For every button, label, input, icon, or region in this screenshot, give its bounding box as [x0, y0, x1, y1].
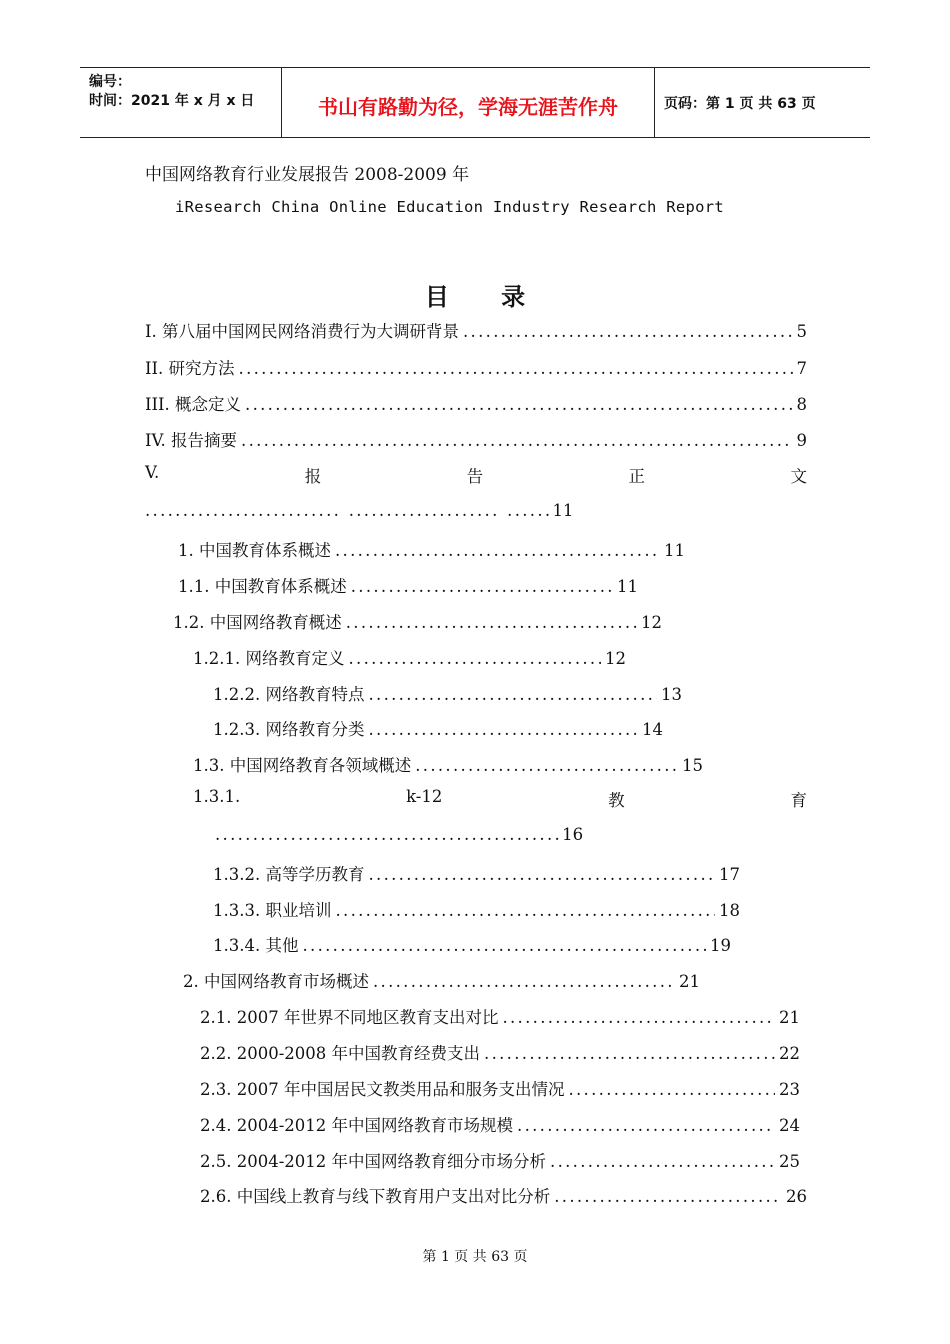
toc-entry-1-3-1-leader[interactable] — [215, 825, 680, 851]
toc-page: 17 — [719, 865, 740, 884]
page-footer: 第 1 页 共 63 页 — [422, 1249, 528, 1265]
toc-leader — [302, 936, 706, 955]
document-number-label: 编号： — [89, 74, 131, 90]
toc-leader — [368, 685, 657, 704]
toc-entry-2-4[interactable] — [200, 1112, 800, 1138]
toc-entry-1-3-4[interactable] — [213, 932, 731, 958]
toc-page: 25 — [779, 1152, 800, 1171]
toc-entry-2[interactable] — [183, 968, 700, 994]
toc-page: 8 — [796, 395, 807, 414]
toc-label: 1.2. 中国网络教育概述 — [173, 613, 342, 632]
toc-leader — [554, 1187, 782, 1206]
toc-page: 7 — [796, 359, 807, 378]
toc-label-part: V. — [145, 463, 160, 482]
toc-label: 1.3.2. 高等学历教育 — [213, 865, 365, 884]
toc-page: 12 — [641, 613, 662, 632]
toc-label: 2.1. 2007 年世界不同地区教育支出对比 — [200, 1008, 499, 1027]
toc-page: 23 — [779, 1080, 800, 1099]
toc-entry-i[interactable] — [145, 318, 807, 344]
toc-label: 1.2.3. 网络教育分类 — [213, 720, 365, 739]
toc-leader — [348, 649, 601, 668]
toc-page: 11 — [664, 541, 685, 560]
toc-label: II. 研究方法 — [145, 359, 235, 378]
toc-heading: 目 录 — [424, 283, 548, 311]
toc-page: 11 — [617, 577, 638, 596]
toc-entry-1-2-1[interactable] — [193, 645, 626, 671]
toc-entry-1[interactable] — [178, 537, 685, 563]
toc-entry-iv[interactable] — [145, 427, 807, 453]
toc-label: 1.3.4. 其他 — [213, 936, 299, 955]
toc-leader — [373, 972, 675, 991]
toc-label: 1.3. 中国网络教育各领域概述 — [193, 756, 412, 775]
toc-leader — [241, 431, 792, 450]
toc-page: 9 — [796, 431, 807, 450]
toc-label-part: 正 — [628, 467, 646, 486]
toc-leader — [245, 395, 792, 414]
toc-page: 15 — [682, 756, 703, 775]
toc-entry-v[interactable] — [145, 463, 807, 489]
toc-page: 21 — [679, 972, 700, 991]
toc-entry-ii[interactable] — [145, 355, 807, 381]
toc-leader — [335, 901, 715, 920]
header-right-cell — [654, 68, 870, 137]
toc-page: 11 — [552, 501, 574, 520]
toc-page: 24 — [779, 1116, 800, 1135]
date-label: 时间：2021 年 x 月 x 日 — [89, 93, 255, 109]
toc-entry-2-5[interactable] — [200, 1148, 800, 1174]
toc-label-part: 文 — [790, 467, 807, 486]
toc-entry-iii[interactable] — [145, 391, 807, 417]
toc-leader — [550, 1152, 775, 1171]
toc-page: 22 — [779, 1044, 800, 1063]
toc-label: 1.2.1. 网络教育定义 — [193, 649, 345, 668]
toc-leader — [368, 720, 638, 739]
toc-page: 18 — [719, 901, 740, 920]
toc-label-part: k-12 — [406, 787, 443, 806]
toc-leader — [484, 1044, 775, 1063]
toc-page: 16 — [562, 825, 584, 844]
toc-label: 2.3. 2007 年中国居民文教类用品和服务支出情况 — [200, 1080, 565, 1099]
toc-entry-2-1[interactable] — [200, 1004, 800, 1030]
toc-entry-1-3[interactable] — [193, 752, 703, 778]
header-middle-cell — [281, 68, 655, 137]
toc-label-part: 1.3.1. — [193, 787, 241, 806]
toc-label: 1.1. 中国教育体系概述 — [178, 577, 347, 596]
toc-label-part: 育 — [790, 791, 807, 810]
toc-label: I. 第八届中国网民网络消费行为大调研背景 — [145, 322, 460, 341]
toc-label-part: 报 — [304, 467, 322, 486]
toc-entry-v-leader[interactable] — [145, 501, 700, 527]
toc-label: 2.2. 2000-2008 年中国教育经费支出 — [200, 1044, 481, 1063]
toc-entry-1-3-1[interactable] — [193, 787, 807, 813]
header-left-cell — [80, 68, 281, 137]
toc-page: 13 — [661, 685, 682, 704]
toc-label: 2.6. 中国线上教育与线下教育用户支出对比分析 — [200, 1187, 551, 1206]
toc-leader — [368, 865, 715, 884]
toc-entry-1-2[interactable] — [173, 609, 662, 635]
toc-page: 5 — [796, 322, 807, 341]
toc-label: 1. 中国教育体系概述 — [178, 541, 331, 560]
toc-leader — [415, 756, 678, 775]
toc-leader — [239, 359, 793, 378]
toc-entry-2-6[interactable] — [200, 1183, 807, 1209]
toc-entry-1-3-2[interactable] — [213, 861, 740, 887]
toc-leader — [463, 322, 792, 341]
toc-entry-1-2-2[interactable] — [213, 681, 682, 707]
toc-leader — [502, 1008, 775, 1027]
report-title-cn: 中国网络教育行业发展报告 2008-2009 年 — [145, 165, 470, 185]
toc-label-part: 教 — [608, 791, 625, 810]
toc-entry-1-2-3[interactable] — [213, 716, 663, 742]
toc-page: 26 — [786, 1187, 807, 1206]
toc-leader: .............................................. — [215, 825, 563, 844]
toc-label: III. 概念定义 — [145, 395, 242, 414]
toc-label: IV. 报告摘要 — [145, 431, 238, 450]
toc-leader — [568, 1080, 775, 1099]
toc-label: 1.3.3. 职业培训 — [213, 901, 332, 920]
toc-entry-2-3[interactable] — [200, 1076, 800, 1102]
toc-label: 2.5. 2004-2012 年中国网络教育细分市场分析 — [200, 1152, 547, 1171]
header-table — [80, 67, 870, 138]
toc-label-part: 告 — [466, 467, 484, 486]
toc-leader — [346, 613, 637, 632]
toc-page: 14 — [642, 720, 663, 739]
toc-label: 2.4. 2004-2012 年中国网络教育市场规模 — [200, 1116, 514, 1135]
toc-entry-1-1[interactable] — [178, 573, 638, 599]
page-info-label: 页码：第 1 页 共 63 页 — [664, 96, 816, 112]
toc-entry-2-2[interactable] — [200, 1040, 800, 1066]
motto-text: 书山有路勤为径，学海无涯苦作舟 — [318, 95, 618, 119]
toc-leader: .......................... .................... ...... — [145, 501, 553, 520]
toc-entry-1-3-3[interactable] — [213, 897, 740, 923]
toc-label: 1.2.2. 网络教育特点 — [213, 685, 365, 704]
toc-leader — [351, 577, 613, 596]
toc-label: 2. 中国网络教育市场概述 — [183, 972, 369, 991]
report-title-en: iResearch China Online Education Industry Research Report — [175, 198, 725, 216]
toc-page: 21 — [779, 1008, 800, 1027]
toc-page: 12 — [605, 649, 626, 668]
toc-leader — [517, 1116, 775, 1135]
toc-leader — [335, 541, 660, 560]
toc-page: 19 — [710, 936, 731, 955]
